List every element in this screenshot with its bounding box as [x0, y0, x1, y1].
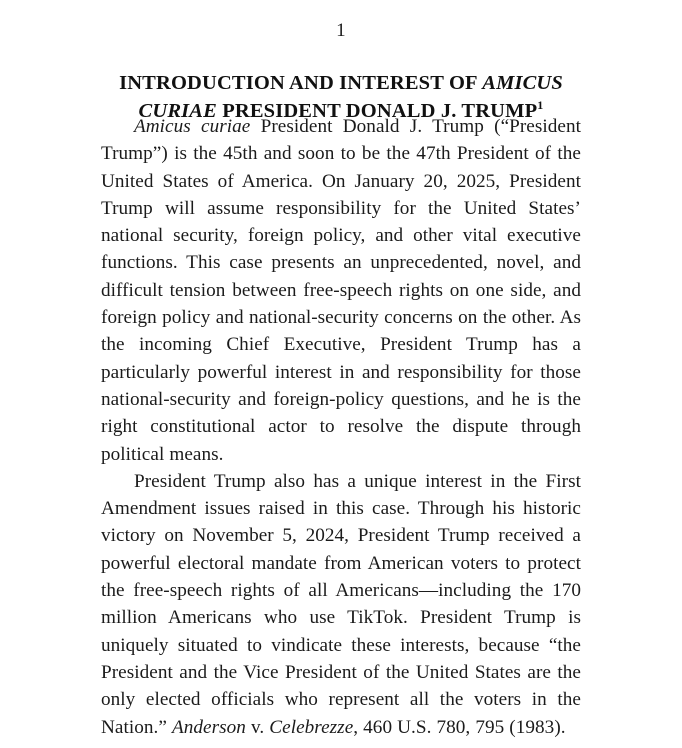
- paragraph-1-segment-0: Amicus curiae: [134, 116, 251, 137]
- paragraph-2-segment-3: Celebrezze: [269, 716, 354, 738]
- heading-text-suffix: PRESIDENT DONALD J. TRUMP: [216, 99, 538, 122]
- heading-text-prefix: INTRODUCTION AND INTEREST OF: [119, 71, 483, 94]
- paragraph-1: [101, 113, 581, 468]
- heading-text-amicus: AMICUS: [482, 71, 563, 94]
- paragraph-2-segment-0: President Trump also has a unique interest in the First Amendment issues raised in this case. Through his historic victory on November 5, 2024, President Trump received a powerful electoral mandate from American voters to protect the free-speech rights of all Americans—including the 170 million Americans who use TikTok. President Trump is uniquely situated to vindicate these interests, because “the President and the Vice President of the United States are the only elected officials who represent all the voters in the Nation.”: [101, 470, 581, 738]
- paragraph-2-segment-1: Anderson: [171, 716, 246, 738]
- heading-text-curiae: CURIAE: [138, 99, 217, 122]
- paragraph-1-segment-1: President Donald J. Trump (“President Trump”) is the 45th and soon to be the 47th President of the United States of America. On January 20, 2025, President Trump will assume responsibility for the United States’ national security, foreign policy, and other vital executive functions. This case presents an unprecedented, novel, and difficult tension between free-speech rights on one side, and foreign policy and national-security concerns on the other. As the incoming Chief Executive, President Trump has a particularly powerful interest in and responsibility for those national-security and foreign-policy questions, and he is the right constitutional actor to resolve the dispute through political means.: [101, 116, 582, 465]
- footnote-marker: 1: [537, 97, 544, 112]
- paragraph-2-segment-2: v.: [245, 716, 270, 738]
- page-number: 1: [336, 20, 346, 41]
- paragraph-2-segment-4: , 460 U.S. 780, 795 (1983).: [353, 716, 566, 738]
- body-text-column: [101, 113, 581, 741]
- paragraph-2: [101, 468, 581, 741]
